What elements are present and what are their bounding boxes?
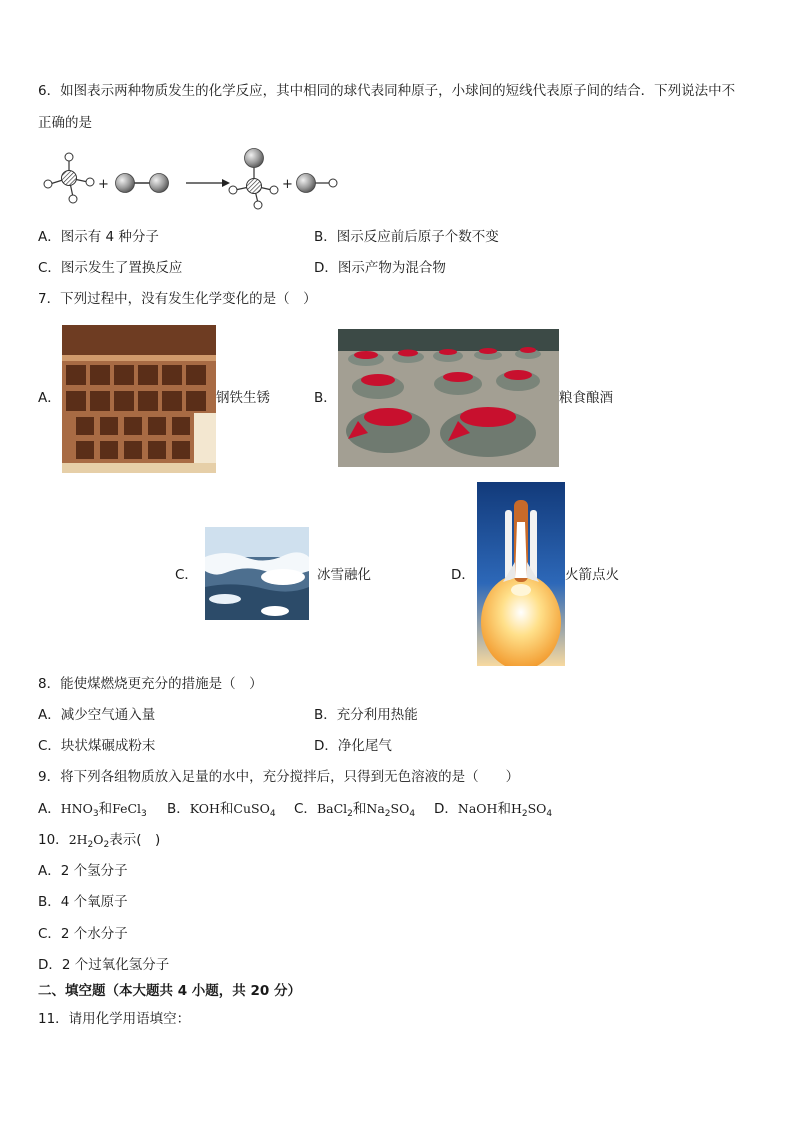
q8-option-a[interactable]: A．减少空气通入量 bbox=[38, 707, 156, 723]
q10-option-a[interactable]: A．2 个氢分子 bbox=[38, 863, 128, 879]
q7-option-c-letter[interactable]: C． bbox=[175, 567, 198, 583]
section-2-heading: 二、填空题（本大题共 4 小题，共 20 分） bbox=[38, 983, 301, 999]
reactant-molecule-1 bbox=[44, 153, 94, 203]
q8-option-d[interactable]: D．净化尾气 bbox=[314, 738, 392, 754]
reaction-diagram bbox=[36, 146, 356, 212]
q10-option-c[interactable]: C．2 个水分子 bbox=[38, 926, 128, 942]
q9-stem: 9．将下列各组物质放入足量的水中，充分搅拌后，只得到无色溶液的是（ ） bbox=[38, 769, 520, 785]
melting-ice-image bbox=[205, 527, 309, 620]
plus-sign-2: + bbox=[282, 177, 293, 192]
q7-option-b-letter[interactable]: B． bbox=[314, 390, 337, 406]
reaction-arrow bbox=[186, 179, 230, 187]
q8-stem: 8．能使煤燃烧更充分的措施是（ ） bbox=[38, 676, 263, 692]
q8-option-c[interactable]: C．块状煤碾成粉末 bbox=[38, 738, 156, 754]
q7-option-b-text: 粮食酿酒 bbox=[559, 390, 613, 406]
q7-option-a-text: 钢铁生锈 bbox=[216, 390, 270, 406]
wine-jars-image bbox=[338, 329, 559, 467]
product-molecule-1 bbox=[229, 149, 278, 210]
q9-option-d[interactable]: D．NaOH和$H_2SO_4$ bbox=[434, 801, 553, 819]
rusty-steel-image bbox=[62, 325, 216, 473]
q10-option-b[interactable]: B．4 个氧原子 bbox=[38, 894, 128, 910]
q6-option-a[interactable]: A．图示有 4 种分子 bbox=[38, 229, 159, 245]
q6-stem-line2: 正确的是 bbox=[38, 115, 92, 131]
q7-option-c-text: 冰雪融化 bbox=[317, 567, 371, 583]
q6-option-d[interactable]: D．图示产物为混合物 bbox=[314, 260, 446, 276]
q10-stem: 10．$2H_2O_2$表示( ) bbox=[38, 832, 161, 850]
q7-option-a-letter[interactable]: A． bbox=[38, 390, 61, 406]
q9-option-a[interactable]: A．$HNO_3$和FeCl$_3$ bbox=[38, 801, 147, 819]
q10-option-d[interactable]: D．2 个过氧化氢分子 bbox=[38, 957, 170, 973]
rocket-launch-image bbox=[477, 482, 565, 666]
q7-option-d-text: 火箭点火 bbox=[565, 567, 619, 583]
product-molecule-2 bbox=[297, 174, 338, 193]
q7-option-d-letter[interactable]: D． bbox=[451, 567, 475, 583]
reactant-molecule-2 bbox=[116, 174, 169, 193]
q6-stem-line1: 6．如图表示两种物质发生的化学反应，其中相同的球代表同种原子，小球间的短线代表原子间的结合．下列说法中不 bbox=[38, 83, 736, 99]
q6-option-c[interactable]: C．图示发生了置换反应 bbox=[38, 260, 183, 276]
q11-stem: 11．请用化学用语填空： bbox=[38, 1011, 191, 1027]
q6-option-b[interactable]: B．图示反应前后原子个数不变 bbox=[314, 229, 499, 245]
q8-option-b[interactable]: B．充分利用热能 bbox=[314, 707, 418, 723]
plus-sign-1: + bbox=[98, 177, 109, 192]
q9-option-b[interactable]: B．KOH和CuSO$_4$ bbox=[167, 801, 276, 819]
q9-option-c[interactable]: C．BaCl$_2$和$Na_2SO_4$ bbox=[294, 801, 416, 819]
q7-stem: 7．下列过程中，没有发生化学变化的是（ ） bbox=[38, 291, 317, 307]
